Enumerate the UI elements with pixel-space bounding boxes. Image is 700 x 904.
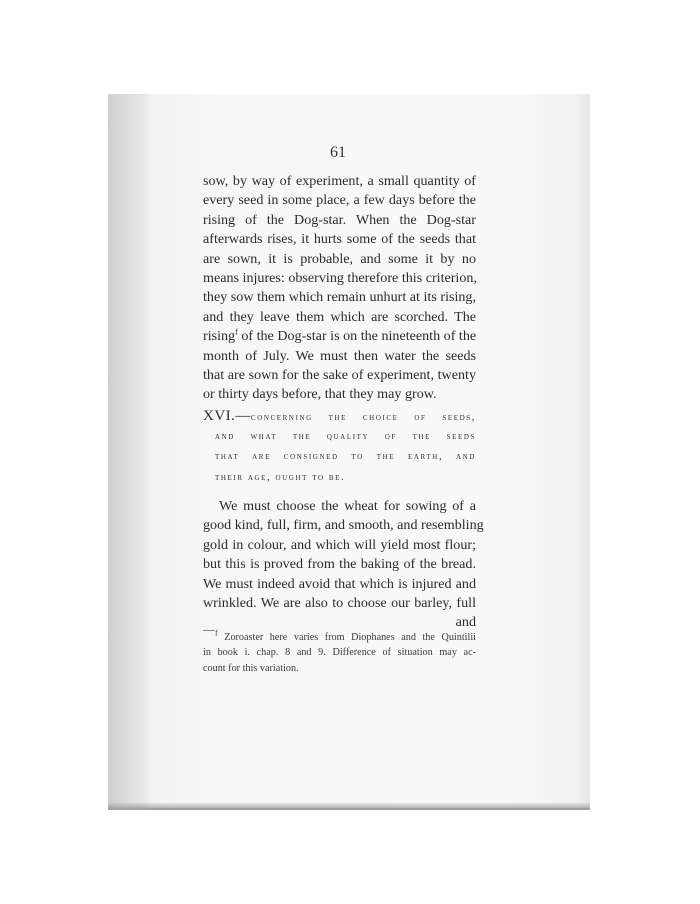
- body-line: wrinkled. We are also to choose our barley, full: [203, 594, 476, 611]
- body-line-with-footnote: [203, 327, 476, 346]
- rising-word: rising: [203, 328, 236, 345]
- body-line: but this is proved from the baking of the bread.: [203, 556, 476, 573]
- body-line: good kind, full, firm, and smooth, and resembling: [203, 517, 484, 534]
- heading-line: their age, ought to be.: [215, 471, 346, 483]
- body-line: that are sown for the sake of experiment, twenty: [203, 366, 476, 383]
- body-line: are sown, it is probable, and some it by no: [203, 250, 476, 267]
- footnote-line-text: Zoroaster here varies from Diophanes and the Quintilii: [224, 632, 476, 643]
- heading-line: and what the quality of the seeds: [215, 430, 476, 442]
- body-line: month of July. We must then water the seeds: [203, 347, 476, 364]
- body-line: they sow them which remain unhurt at its rising,: [203, 289, 476, 306]
- body-line: or thirty days before, that they may grow.: [203, 386, 437, 403]
- heading-line-text: concerning the choice of seeds,: [250, 412, 476, 423]
- body-line: sow, by way of experiment, a small quantity of: [203, 173, 476, 189]
- footnote-mark: f: [215, 628, 218, 638]
- body-line: rising of the Dog-star. When the Dog-star: [203, 211, 476, 228]
- footnote-line: in book i. chap. 8 and 9. Difference of situation may ac-: [203, 647, 476, 659]
- body-paragraph: [203, 172, 476, 405]
- heading-line: [203, 406, 476, 427]
- page-number: 61: [330, 144, 346, 161]
- second-paragraph: [203, 497, 484, 633]
- heading-line: that are consigned to the earth, and: [215, 451, 476, 462]
- body-line: means injures: observing therefore this criterion,: [203, 269, 477, 286]
- footnote-marker: f: [235, 327, 238, 337]
- footnote-line: count for this variation.: [203, 662, 299, 674]
- body-line: and they leave them which are scorched. The: [203, 308, 476, 325]
- page-gutter-shadow: [108, 94, 154, 810]
- catchword: and: [455, 614, 476, 631]
- footnote-line: [203, 630, 476, 645]
- page-bottom-edge: [108, 802, 590, 810]
- body-line-rest: of the Dog-star is on the nineteenth of the: [241, 328, 477, 345]
- body-line: every seed in some place, a few days before the: [203, 192, 476, 209]
- section-heading: [203, 406, 476, 488]
- footnote: [203, 630, 476, 676]
- body-line: afterwards rises, it hurts some of the seeds that: [203, 231, 476, 248]
- section-numeral: XVI.—: [203, 408, 251, 424]
- body-line: gold in colour, and which will yield most flour;: [203, 536, 476, 553]
- body-line: We must choose the wheat for sowing of a: [219, 498, 476, 514]
- body-line: We must indeed avoid that which is injured and: [203, 575, 476, 592]
